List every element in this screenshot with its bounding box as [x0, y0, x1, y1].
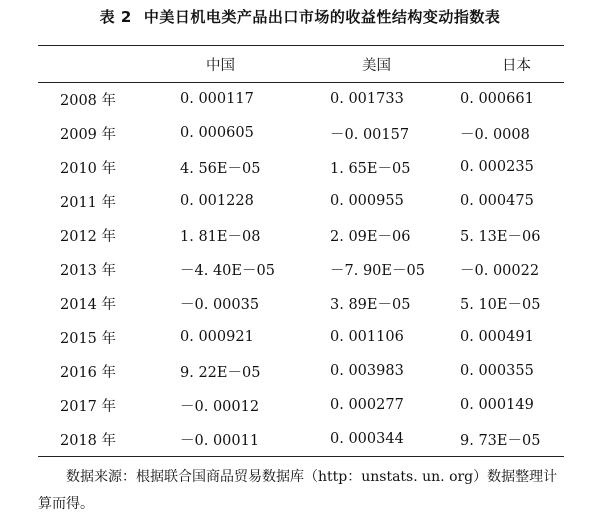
cell-year: 2016 年: [60, 364, 117, 381]
table-row: [38, 252, 564, 286]
cell-china: 0. 000921: [180, 329, 254, 345]
header-japan: 日本: [502, 57, 531, 74]
header-china: 中国: [206, 57, 235, 74]
cell-usa: 2. 09E－06: [330, 228, 411, 245]
source-note: 数据来源：根据联合国商品贸易数据库（http：unstats. un. org）数据整理计算而得。: [38, 469, 558, 512]
table-row: [38, 116, 564, 150]
cell-year: 2009 年: [60, 126, 117, 143]
table-row: [38, 354, 564, 388]
cell-usa: 0. 003983: [330, 363, 404, 379]
cell-china: －0. 00011: [180, 432, 260, 449]
cell-japan: －0. 0008: [460, 126, 530, 143]
cell-usa: －0. 00157: [330, 126, 410, 143]
cell-japan: 0. 000355: [460, 363, 534, 379]
cell-year: 2014 年: [60, 296, 117, 313]
cell-china: －4. 40E－05: [180, 262, 275, 279]
cell-usa: 1. 65E－05: [330, 160, 411, 177]
cell-usa: 0. 001106: [330, 329, 404, 345]
cell-japan: 0. 000661: [460, 91, 534, 107]
cell-year: 2015 年: [60, 330, 117, 347]
table-row: [38, 184, 564, 218]
cell-usa: －7. 90E－05: [330, 262, 425, 279]
cell-japan: 0. 000491: [460, 329, 534, 345]
table-row: [38, 286, 564, 320]
bottom-rule: [38, 456, 564, 457]
table-row: [38, 82, 564, 116]
cell-japan: 0. 000235: [460, 159, 534, 175]
table-row: [38, 388, 564, 422]
cell-japan: 5. 10E－05: [460, 296, 541, 313]
cell-japan: 0. 000149: [460, 397, 534, 413]
cell-japan: －0. 00022: [460, 262, 540, 279]
cell-china: 0. 000605: [180, 125, 254, 141]
cell-china: 9. 22E－05: [180, 364, 261, 381]
table-row: [38, 150, 564, 184]
table-caption: [0, 6, 600, 27]
cell-japan: 5. 13E－06: [460, 228, 541, 245]
cell-japan: 9. 73E－05: [460, 432, 541, 449]
cell-year: 2017 年: [60, 398, 117, 415]
cell-year: 2012 年: [60, 228, 117, 245]
cell-china: －0. 00012: [180, 398, 260, 415]
header-row: [38, 46, 564, 82]
cell-year: 2011 年: [60, 194, 117, 211]
cell-usa: 0. 000344: [330, 431, 404, 447]
cell-usa: 3. 89E－05: [330, 296, 411, 313]
cell-year: 2010 年: [60, 160, 117, 177]
cell-year: 2008 年: [60, 92, 117, 109]
table-label: 表 2: [99, 8, 132, 26]
cell-china: 1. 81E－08: [180, 228, 261, 245]
table-row: [38, 320, 564, 354]
cell-usa: 0. 000277: [330, 397, 404, 413]
cell-china: 0. 001228: [180, 193, 254, 209]
table-title: 中美日机电类产品出口市场的收益性结构变动指数表: [143, 8, 501, 26]
table-row: [38, 218, 564, 252]
cell-china: －0. 00035: [180, 296, 260, 313]
data-table: [38, 46, 564, 456]
cell-china: 0. 000117: [180, 91, 254, 107]
table-row: [38, 422, 564, 456]
cell-year: 2013 年: [60, 262, 117, 279]
header-usa: 美国: [362, 57, 391, 74]
cell-usa: 0. 001733: [330, 91, 404, 107]
header-year: [38, 46, 174, 82]
cell-usa: 0. 000955: [330, 193, 404, 209]
cell-year: 2018 年: [60, 432, 117, 449]
cell-japan: 0. 000475: [460, 193, 534, 209]
cell-china: 4. 56E－05: [180, 160, 261, 177]
